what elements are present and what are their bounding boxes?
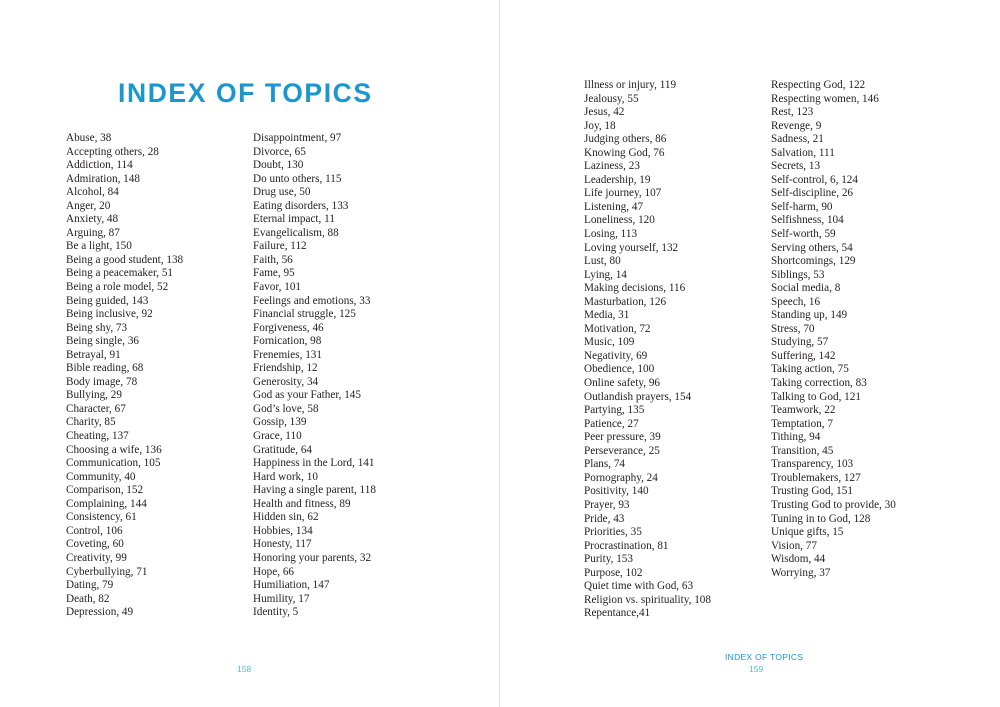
- index-entry: Perseverance, 25: [584, 444, 660, 457]
- index-entry: Selfishness, 104: [771, 214, 844, 227]
- index-entry: Loneliness, 120: [584, 214, 655, 227]
- index-entry: Depression, 49: [66, 606, 134, 619]
- index-entry: Control, 106: [66, 524, 123, 537]
- index-entry: Lying, 14: [584, 268, 627, 281]
- index-entry: Social media, 8: [771, 282, 841, 295]
- index-entry: Financial struggle, 125: [253, 308, 356, 321]
- index-entry: Addiction, 114: [66, 159, 133, 172]
- index-entry: Respecting women, 146: [771, 92, 879, 105]
- index-entry: Jesus, 42: [584, 106, 625, 119]
- index-entry: Leadership, 19: [584, 173, 651, 186]
- index-entry: Forgiveness, 46: [253, 321, 324, 334]
- index-entry: Teamwork, 22: [771, 404, 836, 417]
- index-entry: Being a peacemaker, 51: [66, 267, 174, 280]
- index-entry: Doubt, 130: [253, 159, 304, 172]
- index-entry: Repentance,41: [584, 607, 651, 620]
- index-entry: Hard work, 10: [253, 470, 318, 483]
- index-entry: Generosity, 34: [253, 375, 319, 388]
- index-entry: Laziness, 23: [584, 160, 640, 173]
- index-entry: Tithing, 94: [771, 431, 821, 444]
- index-entry: Secrets, 13: [771, 160, 821, 173]
- index-entry: Knowing God, 76: [584, 146, 665, 159]
- index-entry: Suffering, 142: [771, 349, 836, 362]
- index-entry: Feelings and emotions, 33: [253, 294, 371, 307]
- index-entry: Loving yourself, 132: [584, 241, 679, 254]
- index-entry: Pornography, 24: [584, 471, 658, 484]
- index-entry: Friendship, 12: [253, 362, 318, 375]
- index-entry: Being a role model, 52: [66, 281, 169, 294]
- index-entry: Shortcomings, 129: [771, 255, 856, 268]
- index-entry: Prayer, 93: [584, 498, 630, 511]
- index-entry: Respecting God, 122: [771, 79, 866, 91]
- running-head: INDEX OF TOPICS: [725, 652, 804, 662]
- index-entry: Self-discipline, 26: [771, 187, 854, 200]
- index-column-3: [584, 79, 711, 621]
- page-title: INDEX OF TOPICS: [118, 78, 373, 108]
- index-entry: Wisdom, 44: [771, 553, 826, 566]
- index-entry: Humiliation, 147: [253, 579, 330, 592]
- index-entry: Death, 82: [66, 592, 110, 605]
- index-entry: Joy, 18: [584, 119, 616, 132]
- index-entry: Hope, 66: [253, 565, 295, 578]
- index-entry: Identity, 5: [253, 606, 299, 619]
- index-entry: Positivity, 140: [584, 485, 649, 498]
- right-page: [500, 0, 1000, 707]
- index-entry: Life journey, 107: [584, 187, 662, 200]
- index-entry: Charity, 85: [66, 416, 116, 429]
- index-entry: Plans, 74: [584, 458, 626, 471]
- index-entry: Jealousy, 55: [584, 92, 639, 105]
- index-entry: Music, 109: [584, 336, 635, 349]
- index-entry: Troublemakers, 127: [771, 471, 861, 484]
- index-entry: Honoring your parents, 32: [253, 551, 372, 564]
- index-entry: Sadness, 21: [771, 133, 824, 146]
- index-entry: Favor, 101: [253, 281, 302, 294]
- index-entry: Lust, 80: [584, 255, 621, 268]
- index-entry: Tuning in to God, 128: [771, 512, 871, 525]
- index-entry: Judging others, 86: [584, 133, 667, 146]
- index-entry: Being inclusive, 92: [66, 308, 153, 321]
- index-entry: Drug use, 50: [253, 186, 311, 199]
- index-entry: Anxiety, 48: [66, 213, 119, 226]
- index-entry: Body image, 78: [66, 375, 138, 388]
- index-entry: Peer pressure, 39: [584, 431, 661, 444]
- index-entry: Standing up, 149: [771, 309, 848, 322]
- index-entry: Creativity, 99: [66, 551, 127, 564]
- index-entry: Religion vs. spirituality, 108: [584, 593, 711, 606]
- index-entry: Listening, 47: [584, 200, 644, 213]
- page-number-left: 158: [237, 664, 252, 674]
- index-entry: Being a good student, 138: [66, 253, 184, 266]
- index-entry: Comparison, 152: [66, 484, 144, 497]
- index-entry: Community, 40: [66, 470, 136, 483]
- index-entry: Self-worth, 59: [771, 228, 836, 241]
- index-entry: Having a single parent, 118: [253, 484, 376, 497]
- index-entry: Divorce, 65: [253, 145, 306, 158]
- index-entry: Communication, 105: [66, 457, 161, 470]
- index-entry: Gratitude, 64: [253, 443, 313, 456]
- index-entry: Siblings, 53: [771, 268, 825, 281]
- index-entry: Transition, 45: [771, 444, 834, 457]
- index-entry: Procrastination, 81: [584, 539, 669, 552]
- index-entry: Be a light, 150: [66, 240, 132, 253]
- index-entry: Negativity, 69: [584, 349, 648, 362]
- index-entry: Partying, 135: [584, 404, 645, 417]
- index-entry: Pride, 43: [584, 512, 625, 525]
- index-entry: Disappointment, 97: [253, 132, 342, 144]
- index-entry: Trusting God, 151: [771, 485, 853, 498]
- index-entry: Motivation, 72: [584, 322, 651, 335]
- index-entry: Speech, 16: [771, 295, 821, 308]
- index-entry: Coveting, 60: [66, 538, 124, 551]
- index-entry: Transparency, 103: [771, 458, 854, 471]
- index-entry: Online safety, 96: [584, 377, 661, 390]
- index-entry: Complaining, 144: [66, 497, 147, 510]
- index-entry: Worrying, 37: [771, 566, 831, 579]
- index-entry: Hidden sin, 62: [253, 511, 319, 524]
- index-entry: Self-harm, 90: [771, 200, 833, 213]
- index-entry: Health and fitness, 89: [253, 497, 351, 510]
- index-entry: Humility, 17: [253, 592, 310, 605]
- index-entry: Serving others, 54: [771, 241, 853, 254]
- index-entry: Failure, 112: [253, 240, 307, 253]
- index-entry: Evangelicalism, 88: [253, 226, 339, 239]
- index-entry: Faith, 56: [253, 253, 293, 266]
- index-entry: Honesty, 117: [253, 538, 312, 551]
- index-column-4: [771, 79, 896, 580]
- index-entry: God’s love, 58: [253, 402, 319, 415]
- index-entry: Hobbies, 134: [253, 524, 313, 537]
- index-column-2: [253, 132, 376, 620]
- index-entry: Fornication, 98: [253, 335, 322, 348]
- index-entry: Priorities, 35: [584, 526, 642, 539]
- index-entry: Anger, 20: [66, 199, 111, 212]
- index-entry: Vision, 77: [771, 539, 817, 552]
- index-entry: Illness or injury, 119: [584, 79, 677, 91]
- index-entry: Arguing, 87: [66, 226, 120, 239]
- index-entry: Purpose, 102: [584, 566, 643, 579]
- index-entry: Patience, 27: [584, 417, 639, 430]
- index-entry: Talking to God, 121: [771, 390, 861, 403]
- index-entry: Studying, 57: [771, 336, 829, 349]
- index-entry: Being shy, 73: [66, 321, 128, 334]
- index-entry: Cyberbullying, 71: [66, 565, 148, 578]
- index-entry: Abuse, 38: [66, 132, 112, 144]
- index-entry: Rest, 123: [771, 106, 814, 119]
- index-entry: Making decisions, 116: [584, 282, 686, 295]
- index-entry: Outlandish prayers, 154: [584, 390, 692, 403]
- index-entry: Do unto others, 115: [253, 172, 342, 185]
- index-entry: Being single, 36: [66, 335, 140, 348]
- index-entry: Happiness in the Lord, 141: [253, 457, 375, 470]
- index-entry: Quiet time with God, 63: [584, 580, 694, 593]
- index-entry: Dating, 79: [66, 579, 114, 592]
- index-entry: Losing, 113: [584, 228, 638, 241]
- index-entry: Taking correction, 83: [771, 377, 867, 390]
- index-entry: Fame, 95: [253, 267, 295, 280]
- index-entry: Frenemies, 131: [253, 348, 322, 361]
- index-entry: Gossip, 139: [253, 416, 307, 429]
- index-entry: Self-control, 6, 124: [771, 173, 858, 186]
- index-entry: Grace, 110: [253, 430, 302, 443]
- index-entry: Choosing a wife, 136: [66, 443, 162, 456]
- page-number-right: 159: [749, 664, 764, 674]
- index-entry: Being guided, 143: [66, 294, 149, 307]
- index-entry: Cheating, 137: [66, 430, 129, 443]
- index-entry: Salvation, 111: [771, 146, 835, 159]
- index-entry: Consistency, 61: [66, 511, 137, 524]
- index-column-1: [66, 132, 183, 620]
- index-entry: Revenge, 9: [771, 119, 822, 132]
- index-entry: Eating disorders, 133: [253, 199, 349, 212]
- index-entry: Betrayal, 91: [66, 348, 121, 361]
- index-entry: Taking action, 75: [771, 363, 849, 376]
- index-entry: Purity, 153: [584, 553, 633, 566]
- index-entry: Admiration, 148: [66, 172, 140, 185]
- index-entry: Eternal impact, 11: [253, 213, 335, 226]
- index-entry: God as your Father, 145: [253, 389, 361, 402]
- index-entry: Stress, 70: [771, 322, 815, 335]
- index-entry: Bullying, 29: [66, 389, 122, 402]
- index-entry: Temptation, 7: [771, 417, 833, 430]
- index-entry: Accepting others, 28: [66, 145, 159, 158]
- index-entry: Alcohol, 84: [66, 186, 119, 199]
- index-entry: Unique gifts, 15: [771, 526, 844, 539]
- index-entry: Bible reading, 68: [66, 362, 144, 375]
- index-entry: Masturbation, 126: [584, 295, 667, 308]
- index-entry: Character, 67: [66, 402, 126, 415]
- index-entry: Trusting God to provide, 30: [771, 498, 896, 511]
- index-entry: Obedience, 100: [584, 363, 655, 376]
- index-entry: Media, 31: [584, 309, 630, 322]
